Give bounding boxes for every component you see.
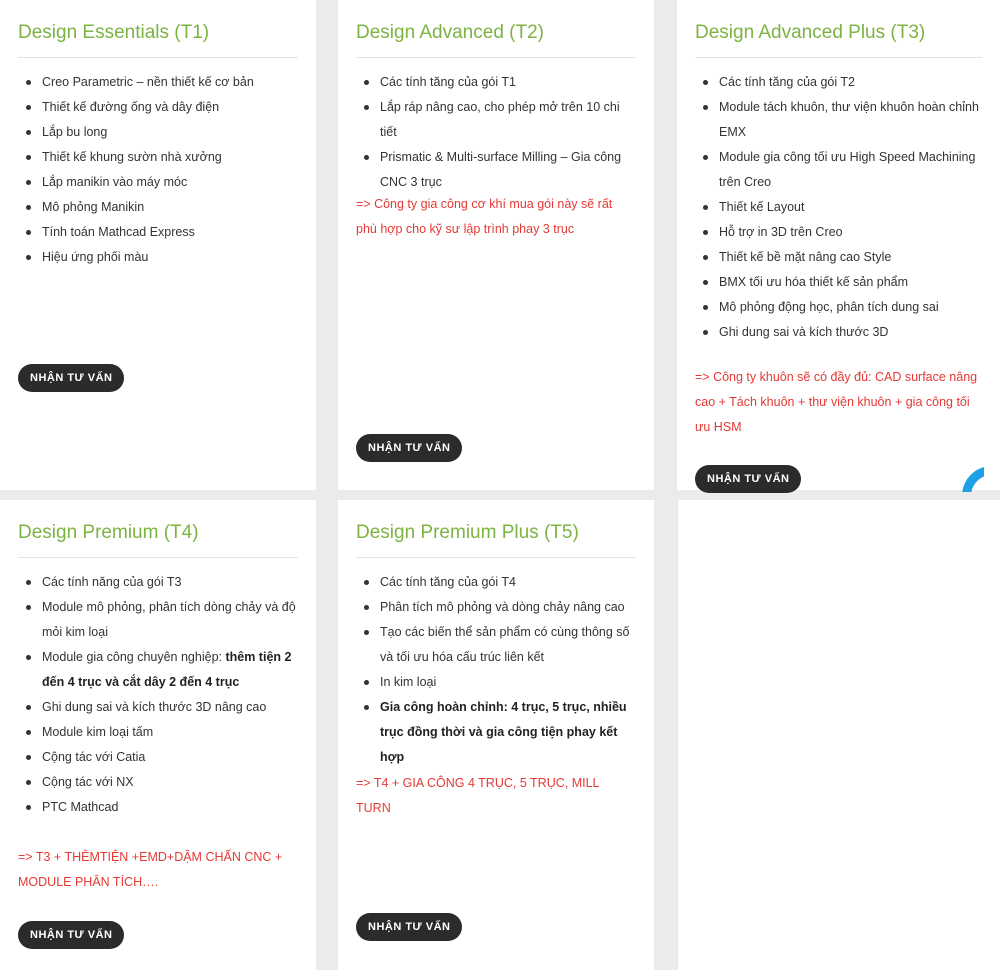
feature-text: Tính toán Mathcad Express bbox=[42, 225, 195, 239]
feature-item bbox=[42, 795, 298, 820]
feature-text: Thiết kế đường ống và dây điện bbox=[42, 100, 220, 114]
feature-item bbox=[42, 120, 298, 145]
feature-item bbox=[719, 270, 982, 295]
plan-card-t2 bbox=[338, 0, 654, 490]
feature-item bbox=[42, 145, 298, 170]
feature-item bbox=[42, 95, 298, 120]
feature-text: Cộng tác với Catia bbox=[42, 750, 146, 764]
plan-note: => Công ty khuôn sẽ có đầy đủ: CAD surface nâng cao + Tách khuôn + thư viện khuôn + gia công tối ưu HSM bbox=[695, 370, 978, 434]
feature-item bbox=[380, 570, 636, 595]
plan-title: Design Premium Plus (T5) bbox=[356, 500, 636, 558]
feature-item bbox=[42, 745, 298, 770]
feature-text: Module tách khuôn, thư viện khuôn hoàn chỉnh EMX bbox=[719, 100, 979, 139]
feature-text: Các tính tăng của gói T4 bbox=[380, 575, 516, 589]
feature-text: Module kim loại tấm bbox=[42, 725, 154, 739]
feature-text: PTC Mathcad bbox=[42, 800, 119, 814]
plan-title: Design Advanced Plus (T3) bbox=[695, 0, 982, 58]
feature-text: Các tính tăng của gói T1 bbox=[380, 75, 516, 89]
feature-text-bold: thêm tiện 2 đến 4 trục và cắt dây 2 đến 4 trục bbox=[42, 650, 292, 689]
feature-text: Mô phỏng động học, phân tích dung sai bbox=[719, 300, 939, 314]
feature-list bbox=[18, 570, 298, 820]
plan-card-t4 bbox=[0, 500, 316, 970]
feature-text: Lắp ráp nâng cao, cho phép mở trên 10 chi tiết bbox=[380, 100, 620, 139]
feature-item bbox=[380, 670, 636, 695]
feature-text: Module gia công chuyên nghiệp: bbox=[42, 650, 226, 664]
feature-text: BMX tối ưu hóa thiết kế sản phẩm bbox=[719, 275, 909, 289]
feature-item bbox=[42, 195, 298, 220]
feature-list bbox=[356, 70, 636, 195]
feature-item bbox=[719, 195, 982, 220]
feature-text: Creo Parametric – nền thiết kế cơ bản bbox=[42, 75, 254, 89]
feature-item bbox=[380, 620, 636, 670]
consult-button[interactable]: NHẬN TƯ VẤN bbox=[356, 913, 462, 941]
feature-item bbox=[719, 245, 982, 270]
feature-list bbox=[695, 70, 982, 345]
feature-list bbox=[18, 70, 298, 270]
feature-text: Lắp bu long bbox=[42, 125, 108, 139]
feature-text: Module mô phỏng, phân tích dòng chảy và độ mỏi kim loại bbox=[42, 600, 296, 639]
feature-text: Hỗ trợ in 3D trên Creo bbox=[719, 225, 843, 239]
plan-card-t5 bbox=[338, 500, 654, 970]
feature-item bbox=[42, 720, 298, 745]
feature-item bbox=[380, 145, 636, 195]
plan-title: Design Essentials (T1) bbox=[18, 0, 298, 58]
feature-item bbox=[42, 220, 298, 245]
feature-text: Lắp manikin vào máy móc bbox=[42, 175, 188, 189]
feature-text: Tạo các biến thể sản phẩm có cùng thông số và tối ưu hóa cấu trúc liên kết bbox=[380, 625, 630, 664]
empty-card bbox=[677, 500, 1000, 970]
plan-note: => T3 + THÊMTIỆN +EMD+DẬM CHẤN CNC + MODULE PHÂN TÍCH…. bbox=[18, 850, 283, 889]
feature-text: In kim loại bbox=[380, 675, 437, 689]
feature-text: Thiết kế khung sườn nhà xưởng bbox=[42, 150, 222, 164]
feature-item bbox=[42, 770, 298, 795]
feature-item bbox=[380, 70, 636, 95]
consult-button[interactable]: NHẬN TƯ VẤN bbox=[18, 364, 124, 392]
plan-card-t1 bbox=[0, 0, 316, 490]
plan-note: => T4 + GIA CÔNG 4 TRỤC, 5 TRỤC, MILL TURN bbox=[356, 776, 600, 815]
feature-item bbox=[719, 220, 982, 245]
feature-item bbox=[42, 595, 298, 645]
feature-list bbox=[356, 570, 636, 770]
feature-text-bold: Gia công hoàn chỉnh: 4 trục, 5 trục, nhiều trục đồng thời và gia công tiện phay kết hợp bbox=[380, 700, 627, 764]
plan-note: => Công ty gia công cơ khí mua gói này sẽ rất phù hợp cho kỹ sư lập trình phay 3 trục bbox=[356, 197, 613, 236]
plan-title: Design Advanced (T2) bbox=[356, 0, 636, 58]
consult-button[interactable]: NHẬN TƯ VẤN bbox=[695, 465, 801, 493]
feature-item bbox=[42, 170, 298, 195]
consult-button[interactable]: NHẬN TƯ VẤN bbox=[18, 921, 124, 949]
feature-item bbox=[42, 645, 298, 695]
feature-text: Thiết kế Layout bbox=[719, 200, 805, 214]
feature-text: Phân tích mô phỏng và dòng chảy nâng cao bbox=[380, 600, 625, 614]
feature-text: Hiệu ứng phối màu bbox=[42, 250, 149, 264]
feature-text: Prismatic & Multi-surface Milling – Gia công CNC 3 trục bbox=[380, 150, 622, 189]
feature-item bbox=[719, 95, 982, 145]
feature-text: Module gia công tối ưu High Speed Machining trên Creo bbox=[719, 150, 976, 189]
feature-item bbox=[380, 695, 636, 770]
plan-title: Design Premium (T4) bbox=[18, 500, 298, 558]
feature-item bbox=[719, 145, 982, 195]
feature-item bbox=[719, 70, 982, 95]
feature-item bbox=[719, 295, 982, 320]
feature-text: Thiết kế bề mặt nâng cao Style bbox=[719, 250, 892, 264]
feature-text: Các tính năng của gói T3 bbox=[42, 575, 182, 589]
feature-text: Ghi dung sai và kích thước 3D nâng cao bbox=[42, 700, 267, 714]
feature-text: Mô phỏng Manikin bbox=[42, 200, 145, 214]
feature-item bbox=[42, 245, 298, 270]
feature-item bbox=[42, 70, 298, 95]
feature-text: Cộng tác với NX bbox=[42, 775, 134, 789]
feature-item bbox=[380, 95, 636, 145]
consult-button[interactable]: NHẬN TƯ VẤN bbox=[356, 434, 462, 462]
plan-card-t3 bbox=[677, 0, 1000, 490]
feature-text: Ghi dung sai và kích thước 3D bbox=[719, 325, 889, 339]
feature-item bbox=[42, 570, 298, 595]
feature-text: Các tính tăng của gói T2 bbox=[719, 75, 855, 89]
feature-item bbox=[380, 595, 636, 620]
feature-item bbox=[42, 695, 298, 720]
feature-item bbox=[719, 320, 982, 345]
